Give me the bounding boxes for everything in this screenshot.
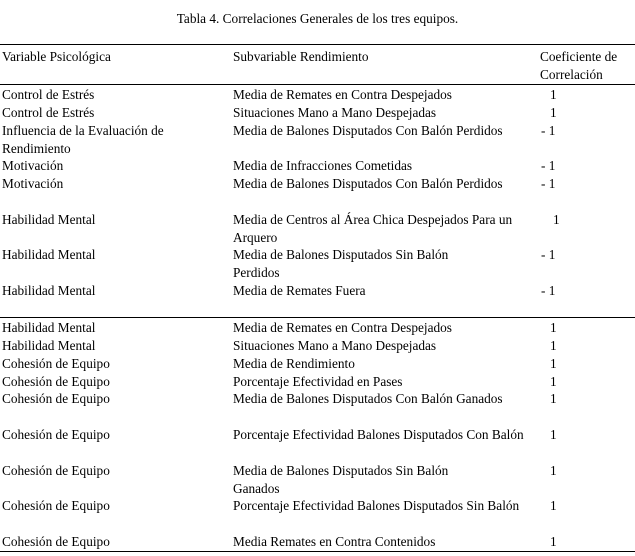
subvariable-cell: Porcentaje Efectividad en Pases bbox=[233, 374, 403, 389]
coefficient-cell: - 1 bbox=[541, 158, 556, 173]
coefficient-cell: 1 bbox=[550, 498, 557, 513]
header-coefficient-line1: Coeficiente de bbox=[540, 49, 618, 64]
subvariable-cell: Media de Remates Fuera bbox=[233, 283, 366, 298]
coefficient-cell: 1 bbox=[550, 463, 557, 478]
header-subvariable: Subvariable Rendimiento bbox=[233, 49, 369, 64]
variable-cell: Habilidad Mental bbox=[2, 320, 96, 335]
subvariable-cell: Media de Balones Disputados Con Balón Perdidos bbox=[233, 176, 503, 191]
subvariable-cell: Media de Rendimiento bbox=[233, 356, 355, 371]
subvariable-cell: Situaciones Mano a Mano Despejadas bbox=[233, 105, 437, 120]
variable-cell: Habilidad Mental bbox=[2, 247, 96, 262]
subvariable-cell: Media de Balones Disputados Sin Balón Ganados bbox=[233, 463, 449, 496]
subvariable-cell: Media de Infracciones Cometidas bbox=[233, 158, 413, 173]
subvariable-cell: Media Remates en Contra Contenidos bbox=[233, 534, 436, 549]
coefficient-cell: 1 bbox=[550, 105, 557, 120]
header-rule bbox=[0, 84, 635, 85]
variable-cell: Habilidad Mental bbox=[2, 338, 96, 353]
variable-cell: Cohesión de Equipo bbox=[2, 427, 110, 442]
variable-cell: Habilidad Mental bbox=[2, 212, 96, 227]
variable-cell: Motivación bbox=[2, 176, 64, 191]
variable-cell: Influencia de la Evaluación de Rendimiento bbox=[2, 123, 164, 156]
coefficient-cell: - 1 bbox=[541, 123, 556, 138]
coefficient-cell: 1 bbox=[550, 320, 557, 335]
table-caption: Tabla 4. Correlaciones Generales de los tres equipos. bbox=[176, 11, 459, 26]
variable-cell: Motivación bbox=[2, 158, 64, 173]
coefficient-cell: 1 bbox=[553, 212, 560, 227]
subvariable-cell: Media de Remates en Contra Despejados bbox=[233, 87, 452, 102]
coefficient-cell: - 1 bbox=[541, 247, 556, 262]
variable-cell: Cohesión de Equipo bbox=[2, 463, 110, 478]
subvariable-cell: Media de Balones Disputados Con Balón Perdidos bbox=[233, 123, 503, 138]
subvariable-cell: Media de Remates en Contra Despejados bbox=[233, 320, 452, 335]
subvariable-cell: Media de Balones Disputados Sin Balón Perdidos bbox=[233, 247, 449, 280]
variable-cell: Control de Estrés bbox=[2, 105, 95, 120]
variable-cell: Cohesión de Equipo bbox=[2, 498, 110, 513]
coefficient-cell: 1 bbox=[550, 87, 557, 102]
coefficient-cell: 1 bbox=[550, 534, 557, 549]
coefficient-cell: 1 bbox=[550, 374, 557, 389]
header-variable: Variable Psicológica bbox=[2, 49, 111, 64]
header-coefficient-line2: Correlación bbox=[540, 66, 603, 82]
coefficient-cell: 1 bbox=[550, 427, 557, 442]
coefficient-cell: 1 bbox=[550, 356, 557, 371]
variable-cell: Cohesión de Equipo bbox=[2, 391, 110, 406]
variable-cell: Cohesión de Equipo bbox=[2, 356, 110, 371]
variable-cell: Habilidad Mental bbox=[2, 283, 96, 298]
subvariable-cell: Media de Centros al Área Chica Despejados Para un Arquero bbox=[233, 212, 513, 245]
top-rule bbox=[0, 44, 635, 45]
coefficient-cell: - 1 bbox=[541, 176, 556, 191]
subvariable-cell: Situaciones Mano a Mano Despejadas bbox=[233, 338, 437, 353]
coefficient-cell: 1 bbox=[550, 391, 557, 406]
coefficient-cell: - 1 bbox=[541, 283, 556, 298]
subvariable-cell: Porcentaje Efectividad Balones Disputados Sin Balón bbox=[233, 498, 520, 513]
coefficient-cell: 1 bbox=[550, 338, 557, 353]
subvariable-cell: Porcentaje Efectividad Balones Disputados Con Balón bbox=[233, 427, 524, 442]
section-divider-rule bbox=[0, 317, 635, 318]
bottom-rule bbox=[0, 551, 635, 552]
variable-cell: Cohesión de Equipo bbox=[2, 534, 110, 549]
header-coefficient bbox=[540, 48, 635, 83]
variable-cell: Control de Estrés bbox=[2, 87, 95, 102]
subvariable-cell: Media de Balones Disputados Con Balón Ganados bbox=[233, 391, 503, 406]
variable-cell: Cohesión de Equipo bbox=[2, 374, 110, 389]
